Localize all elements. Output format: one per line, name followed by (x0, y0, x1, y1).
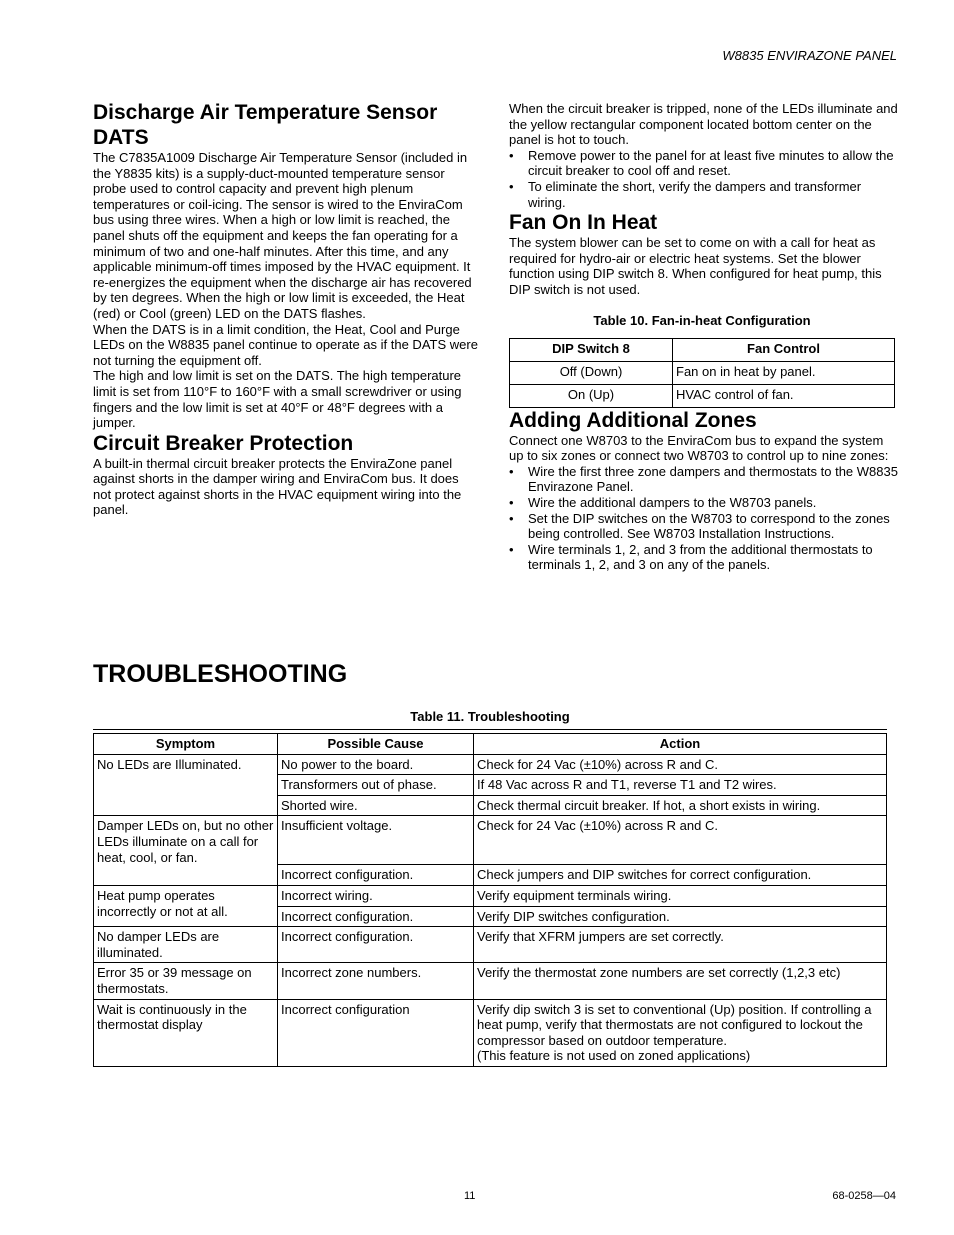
circuit-breaker-paragraph-1: A built-in thermal circuit breaker protects the EnviraZone panel against shorts in the damper wiring and EnviraCom bus. It does not protect against shorts in the HVAC equipment wiring into the panel. (93, 455, 462, 518)
bullet-icon: • (509, 178, 514, 194)
troubleshooting-heading: TROUBLESHOOTING (93, 660, 348, 688)
action-cell: Verify DIP switches configuration. (474, 906, 887, 927)
fan-table-header-row (510, 338, 895, 361)
troubleshooting-header-action: Action (474, 734, 887, 755)
circuit-breaker-bullet-item (509, 179, 901, 210)
dats-heading (93, 100, 479, 150)
troubleshooting-table-wrapper (93, 729, 887, 1067)
zone-bullet-text: Wire the first three zone dampers and thermostats to the W8835 Envirazone Panel. (528, 463, 898, 495)
troubleshooting-row (94, 754, 887, 775)
cause-cell: Incorrect configuration. (278, 865, 474, 886)
bullet-icon: • (509, 147, 514, 163)
circuit-breaker-bullet-text: Remove power to the panel for at least five minutes to allow the circuit breaker to cool off and reset. (528, 147, 894, 179)
action-cell: Check for 24 Vac (±10%) across R and C. (474, 816, 887, 865)
zone-bullet-item (509, 542, 901, 573)
fan-on-heat-paragraph: The system blower can be set to come on with a call for heat as required for hydro-air or electric heat systems. Set the blower function using DIP switch 8. When configured for heat pump, this DIP switch is not used. (509, 235, 882, 297)
action-cell: Verify the thermostat zone numbers are set correctly (1,2,3 etc) (474, 963, 887, 999)
cause-cell: Incorrect configuration (278, 999, 474, 1066)
additional-zones-heading: Adding Additional Zones (509, 408, 757, 432)
troubleshooting-table (93, 733, 887, 1067)
bullet-icon: • (509, 510, 514, 526)
troubleshooting-row (94, 816, 887, 865)
dats-paragraph-2: When the DATS is in a limit condition, the Heat, Cool and Purge LEDs on the W8835 panel continue to operate as if the DATS were not turning the equipment off. (93, 321, 478, 368)
zone-bullet-text: Set the DIP switches on the W8703 to correspond to the zones being controlled. See W8703 Installation Instructions. (528, 510, 890, 542)
cause-cell: No power to the board. (278, 754, 474, 775)
circuit-breaker-heading: Circuit Breaker Protection (93, 431, 354, 455)
fan-table-row (510, 384, 895, 407)
dats-heading-line2: DATS (93, 126, 149, 149)
symptom-cell: Damper LEDs on, but no other LEDs illuminate on a call for heat, cool, or fan. (94, 816, 278, 886)
cause-cell: Transformers out of phase. (278, 775, 474, 796)
cause-cell: Incorrect configuration. (278, 927, 474, 963)
zone-bullet-item (509, 511, 901, 542)
action-cell: Check thermal circuit breaker. If hot, a short exists in wiring. (474, 795, 887, 816)
circuit-breaker-paragraph-2: When the circuit breaker is tripped, none of the LEDs illuminate and the yellow rectangular component located bottom center on the panel is hot to touch. (509, 101, 898, 148)
cause-cell: Incorrect zone numbers. (278, 963, 474, 999)
symptom-cell: No LEDs are Illuminated. (94, 754, 278, 816)
bullet-icon: • (509, 463, 514, 479)
cause-cell: Insufficient voltage. (278, 816, 474, 865)
fan-table-caption: Table 10. Fan-in-heat Configuration (593, 312, 811, 328)
bullet-icon: • (509, 494, 514, 510)
troubleshooting-header-row (94, 734, 887, 755)
action-cell: Verify equipment terminals wiring. (474, 885, 887, 906)
symptom-cell: Wait is continuously in the thermostat display (94, 999, 278, 1066)
zone-bullet-item (509, 495, 901, 511)
fan-table-header-dip: DIP Switch 8 (510, 338, 673, 361)
circuit-breaker-bullet-text: To eliminate the short, verify the dampers and transformer wiring. (528, 178, 862, 210)
symptom-cell: Heat pump operates incorrectly or not at all. (94, 885, 278, 926)
troubleshooting-row (94, 927, 887, 963)
cause-cell: Incorrect configuration. (278, 906, 474, 927)
page-number: 11 (464, 1190, 476, 1202)
troubleshooting-row (94, 885, 887, 906)
action-cell: Check for 24 Vac (±10%) across R and C. (474, 754, 887, 775)
dats-heading-line1: Discharge Air Temperature Sensor (93, 101, 438, 124)
fan-table-header-fan-control: Fan Control (673, 338, 895, 361)
fan-table-control-cell: HVAC control of fan. (673, 384, 895, 407)
zone-bullet-text: Wire terminals 1, 2, and 3 from the additional thermostats to terminals 1, 2, and 3 on any of the panels. (528, 541, 873, 573)
troubleshooting-header-cause: Possible Cause (278, 734, 474, 755)
symptom-cell: No damper LEDs are illuminated. (94, 927, 278, 963)
troubleshooting-table-caption: Table 11. Troubleshooting (410, 709, 570, 724)
bullet-icon: • (509, 541, 514, 557)
fan-table-dip-cell: Off (Down) (510, 361, 673, 384)
left-column (93, 100, 479, 518)
running-header: W8835 ENVIRAZONE PANEL (722, 48, 897, 63)
symptom-cell: Error 35 or 39 message on thermostats. (94, 963, 278, 999)
action-cell: If 48 Vac across R and T1, reverse T1 and T2 wires. (474, 775, 887, 796)
action-cell: Check jumpers and DIP switches for correct configuration. (474, 865, 887, 886)
fan-table-dip-cell: On (Up) (510, 384, 673, 407)
troubleshooting-row (94, 963, 887, 999)
circuit-breaker-bullet-item (509, 148, 901, 179)
dats-paragraph-1: The C7835A1009 Discharge Air Temperature Sensor (included in the Y8835 kits) is a supply-duct-mounted temperature sensor probe used to control capacity and prevent high plenum temperatures or coil-icing. The sensor is wired to the EnviraCom bus using three wires. When a high or low limit is reached, the panel shuts off the equipment and keeps the fan operating for a minimum of two and one-half minutes. After this time, and any applicable minimum-off times imposed by the HVAC equipment. It re-energizes the equipment when the discharge air has recovered by ten degrees. When the high or low limit is exceeded, the Heat (red) or Cool (green) LED on the DATS flashes. (93, 150, 472, 321)
action-cell: Verify dip switch 3 is set to conventional (Up) position. If controlling a heat pump, verify that thermostats are not configured to lockout the compressor based on outdoor temperature. (This feature is not used on zoned applications) (474, 999, 887, 1066)
cause-cell: Incorrect wiring. (278, 885, 474, 906)
troubleshooting-header-symptom: Symptom (94, 734, 278, 755)
troubleshooting-row (94, 999, 887, 1066)
fan-config-table (509, 338, 895, 408)
fan-on-heat-heading: Fan On In Heat (509, 211, 658, 235)
dats-paragraph-3: The high and low limit is set on the DATS. The high temperature limit is set from 110°F to 160°F with a small screwdriver or using fingers and the low limit is set at 40°F or 48°F degrees with a jumper. (93, 368, 462, 431)
circuit-breaker-bullet-list (509, 148, 901, 210)
fan-table-control-cell: Fan on in heat by panel. (673, 361, 895, 384)
zone-bullet-text: Wire the additional dampers to the W8703 panels. (528, 494, 817, 510)
additional-zones-paragraph: Connect one W8703 to the EnviraCom bus to expand the system up to six zones or connect two W8703 to control up to nine zones: (509, 432, 889, 464)
action-cell: Verify that XFRM jumpers are set correctly. (474, 927, 887, 963)
right-column (509, 101, 901, 573)
additional-zones-bullet-list (509, 464, 901, 573)
cause-cell: Shorted wire. (278, 795, 474, 816)
fan-table-row (510, 361, 895, 384)
document-number: 68-0258—04 (832, 1190, 896, 1202)
zone-bullet-item (509, 464, 901, 495)
